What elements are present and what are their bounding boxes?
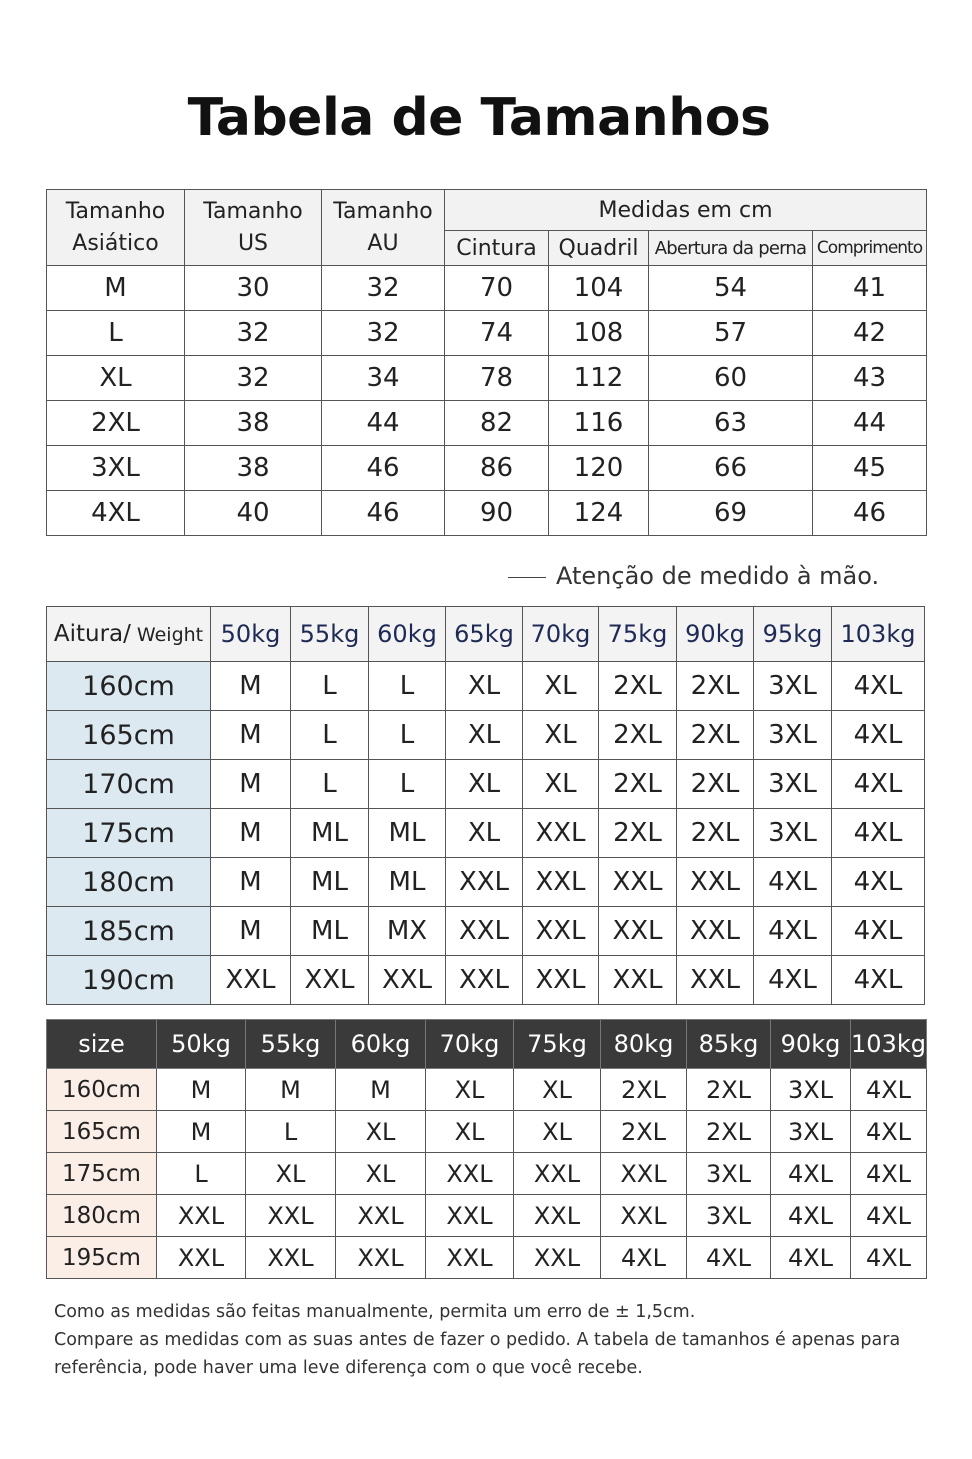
table-cell: 40 xyxy=(185,491,322,536)
table-cell: M xyxy=(47,266,185,311)
table-row xyxy=(47,907,925,956)
table-cell: 116 xyxy=(549,401,649,446)
table-cell: XL xyxy=(47,356,185,401)
table-cell: 46 xyxy=(813,491,927,536)
size-cell: 2XL xyxy=(677,711,754,760)
size-cell: XXL xyxy=(599,858,677,907)
size-cell: L xyxy=(291,760,369,809)
size-cell: 4XL xyxy=(754,956,832,1005)
weight-header: 103kg xyxy=(832,607,925,662)
table-row xyxy=(47,266,927,311)
height-label: 190cm xyxy=(47,956,211,1005)
size-cell: M xyxy=(157,1111,246,1153)
size-cell: ML xyxy=(369,858,446,907)
size-cell: XXL xyxy=(426,1195,514,1237)
table-row xyxy=(47,809,925,858)
height-label: 160cm xyxy=(47,1069,157,1111)
size-cell: M xyxy=(211,907,291,956)
table-cell: 44 xyxy=(322,401,445,446)
header-asian-size: Tamanho Asiático xyxy=(47,190,185,266)
size-cell: XXL xyxy=(514,1237,601,1279)
header-leg-opening: Abertura da perna xyxy=(649,231,813,266)
size-cell: XL xyxy=(446,809,523,858)
size-cell: L xyxy=(369,711,446,760)
size-cell: 4XL xyxy=(832,809,925,858)
height-label: 170cm xyxy=(47,760,211,809)
size-cell: L xyxy=(246,1111,336,1153)
table-cell: 112 xyxy=(549,356,649,401)
size-cell: XXL xyxy=(599,956,677,1005)
size-cell: M xyxy=(246,1069,336,1111)
table-cell: 69 xyxy=(649,491,813,536)
size-cell: XXL xyxy=(446,956,523,1005)
height-label: 180cm xyxy=(47,858,211,907)
size-cell: 4XL xyxy=(832,760,925,809)
size-cell: 4XL xyxy=(754,907,832,956)
table-row xyxy=(47,1153,927,1195)
table-cell: 4XL xyxy=(47,491,185,536)
size-cell: XL xyxy=(514,1111,601,1153)
header-length: Comprimento xyxy=(813,231,927,266)
size-cell: XXL xyxy=(246,1237,336,1279)
size-cell: 4XL xyxy=(687,1237,771,1279)
size-cell: M xyxy=(211,760,291,809)
size-cell: XL xyxy=(523,760,599,809)
size-cell: M xyxy=(211,662,291,711)
size-cell: XXL xyxy=(523,907,599,956)
size-cell: XXL xyxy=(677,858,754,907)
table-row xyxy=(47,1237,927,1279)
height-label: 195cm xyxy=(47,1237,157,1279)
table-row xyxy=(47,1069,927,1111)
table-row xyxy=(47,311,927,356)
size-cell: XXL xyxy=(514,1153,601,1195)
table-cell: 78 xyxy=(445,356,549,401)
size-measurements-table xyxy=(46,189,927,536)
size-cell: XXL xyxy=(426,1237,514,1279)
table-cell: 32 xyxy=(322,311,445,356)
dash-line xyxy=(508,577,546,578)
weight-header: 75kg xyxy=(514,1020,601,1069)
table-cell: L xyxy=(47,311,185,356)
table-row xyxy=(47,1195,927,1237)
header-waist: Cintura xyxy=(445,231,549,266)
table-row xyxy=(47,760,925,809)
size-cell: XL xyxy=(336,1111,426,1153)
header-measurements-group: Medidas em cm xyxy=(445,190,927,231)
size-cell: XL xyxy=(336,1153,426,1195)
size-cell: 2XL xyxy=(677,809,754,858)
weight-header: 90kg xyxy=(771,1020,851,1069)
size-cell: 2XL xyxy=(677,662,754,711)
table-row xyxy=(47,662,925,711)
size-cell: XXL xyxy=(336,1195,426,1237)
size-cell: XXL xyxy=(369,956,446,1005)
table-cell: 43 xyxy=(813,356,927,401)
size-cell: 4XL xyxy=(771,1237,851,1279)
height-label: 160cm xyxy=(47,662,211,711)
header-au-size: Tamanho AU xyxy=(322,190,445,266)
size-cell: XL xyxy=(446,711,523,760)
size-cell: L xyxy=(157,1153,246,1195)
size-cell: 2XL xyxy=(687,1069,771,1111)
header-hip: Quadril xyxy=(549,231,649,266)
table-cell: 90 xyxy=(445,491,549,536)
table-cell: 32 xyxy=(185,311,322,356)
weight-header: 60kg xyxy=(336,1020,426,1069)
size-cell: 3XL xyxy=(754,760,832,809)
size-cell: XXL xyxy=(514,1195,601,1237)
size-cell: XXL xyxy=(523,858,599,907)
weight-header: 103kg xyxy=(851,1020,927,1069)
size-cell: 2XL xyxy=(599,760,677,809)
size-cell: 2XL xyxy=(601,1069,687,1111)
size-cell: M xyxy=(211,711,291,760)
size-cell: 4XL xyxy=(851,1069,927,1111)
height-label: 175cm xyxy=(47,809,211,858)
size-cell: 4XL xyxy=(832,858,925,907)
size-cell: 4XL xyxy=(771,1195,851,1237)
size-cell: XL xyxy=(246,1153,336,1195)
table-cell: 38 xyxy=(185,401,322,446)
size-cell: XXL xyxy=(446,907,523,956)
table-cell: 46 xyxy=(322,491,445,536)
weight-header: 60kg xyxy=(369,607,446,662)
size-cell: 4XL xyxy=(851,1153,927,1195)
table-cell: 46 xyxy=(322,446,445,491)
height-weight-table xyxy=(46,606,925,1005)
size-cell: XXL xyxy=(601,1195,687,1237)
table-cell: 38 xyxy=(185,446,322,491)
weight-header: 50kg xyxy=(211,607,291,662)
size-cell: L xyxy=(291,662,369,711)
table-row xyxy=(47,401,927,446)
size-cell: L xyxy=(291,711,369,760)
table-cell: 74 xyxy=(445,311,549,356)
size-cell: M xyxy=(157,1069,246,1111)
height-label: 165cm xyxy=(47,711,211,760)
weight-header: 70kg xyxy=(523,607,599,662)
hand-measured-note: Atenção de medido à mão. xyxy=(508,562,879,590)
weight-header: 70kg xyxy=(426,1020,514,1069)
table-cell: 41 xyxy=(813,266,927,311)
size-cell: XXL xyxy=(157,1195,246,1237)
size-cell: ML xyxy=(291,858,369,907)
table-cell: 32 xyxy=(185,356,322,401)
table-row xyxy=(47,1111,927,1153)
table-cell: 82 xyxy=(445,401,549,446)
size-cell: 4XL xyxy=(851,1195,927,1237)
size-cell: 4XL xyxy=(832,662,925,711)
table-cell: 124 xyxy=(549,491,649,536)
table-cell: 30 xyxy=(185,266,322,311)
size-cell: 2XL xyxy=(601,1111,687,1153)
size-cell: XXL xyxy=(446,858,523,907)
size-cell: 4XL xyxy=(832,711,925,760)
size-cell: ML xyxy=(291,809,369,858)
size-cell: XL xyxy=(446,760,523,809)
weight-header: 90kg xyxy=(677,607,754,662)
table-cell: 60 xyxy=(649,356,813,401)
size-cell: XXL xyxy=(291,956,369,1005)
table-cell: 45 xyxy=(813,446,927,491)
weight-header: 75kg xyxy=(599,607,677,662)
size-cell: ML xyxy=(369,809,446,858)
size-cell: 3XL xyxy=(754,809,832,858)
footer-line: Como as medidas são feitas manualmente, permita um erro de ± 1,5cm. xyxy=(54,1302,696,1322)
weight-header: 85kg xyxy=(687,1020,771,1069)
corner-height-weight: Aitura/ Weight xyxy=(47,607,211,662)
size-cell: M xyxy=(336,1069,426,1111)
size-guide-table xyxy=(46,1019,927,1279)
size-cell: 4XL xyxy=(601,1237,687,1279)
header-us-size: Tamanho US xyxy=(185,190,322,266)
table-cell: 2XL xyxy=(47,401,185,446)
size-cell: M xyxy=(211,858,291,907)
size-cell: XXL xyxy=(523,956,599,1005)
size-cell: 2XL xyxy=(687,1111,771,1153)
size-cell: 3XL xyxy=(687,1153,771,1195)
table-cell: 108 xyxy=(549,311,649,356)
table-cell: 34 xyxy=(322,356,445,401)
weight-header: 55kg xyxy=(291,607,369,662)
size-cell: XXL xyxy=(677,956,754,1005)
size-cell: XXL xyxy=(246,1195,336,1237)
size-cell: 2XL xyxy=(677,760,754,809)
size-cell: 2XL xyxy=(599,662,677,711)
size-cell: 3XL xyxy=(771,1069,851,1111)
size-cell: 3XL xyxy=(771,1111,851,1153)
table-cell: 86 xyxy=(445,446,549,491)
weight-header: 55kg xyxy=(246,1020,336,1069)
size-cell: 4XL xyxy=(771,1153,851,1195)
size-cell: XXL xyxy=(601,1153,687,1195)
height-label: 175cm xyxy=(47,1153,157,1195)
size-cell: 4XL xyxy=(754,858,832,907)
weight-header: 95kg xyxy=(754,607,832,662)
table-row xyxy=(47,711,925,760)
size-cell: 3XL xyxy=(754,711,832,760)
size-cell: XXL xyxy=(211,956,291,1005)
size-cell: 3XL xyxy=(687,1195,771,1237)
table-cell: 44 xyxy=(813,401,927,446)
table-row xyxy=(47,956,925,1005)
size-cell: XL xyxy=(446,662,523,711)
height-label: 180cm xyxy=(47,1195,157,1237)
size-cell: L xyxy=(369,662,446,711)
size-cell: XXL xyxy=(599,907,677,956)
table-cell: 32 xyxy=(322,266,445,311)
size-cell: XL xyxy=(523,662,599,711)
height-label: 165cm xyxy=(47,1111,157,1153)
table-cell: 3XL xyxy=(47,446,185,491)
corner-size: size xyxy=(47,1020,157,1069)
size-cell: 3XL xyxy=(754,662,832,711)
size-cell: 4XL xyxy=(832,907,925,956)
height-label: 185cm xyxy=(47,907,211,956)
size-cell: 2XL xyxy=(599,711,677,760)
table-cell: 57 xyxy=(649,311,813,356)
size-cell: XXL xyxy=(426,1153,514,1195)
footer-notes xyxy=(54,1298,954,1382)
size-cell: XXL xyxy=(336,1237,426,1279)
page-title: Tabela de Tamanhos xyxy=(187,88,771,148)
size-cell: ML xyxy=(291,907,369,956)
table-cell: 42 xyxy=(813,311,927,356)
table-cell: 120 xyxy=(549,446,649,491)
size-cell: 4XL xyxy=(851,1237,927,1279)
table-row xyxy=(47,491,927,536)
size-cell: 4XL xyxy=(832,956,925,1005)
table-cell: 54 xyxy=(649,266,813,311)
size-cell: MX xyxy=(369,907,446,956)
table-cell: 104 xyxy=(549,266,649,311)
table-cell: 66 xyxy=(649,446,813,491)
size-cell: M xyxy=(211,809,291,858)
size-cell: XL xyxy=(514,1069,601,1111)
size-cell: XL xyxy=(523,711,599,760)
size-cell: XXL xyxy=(677,907,754,956)
footer-line: Compare as medidas com as suas antes de fazer o pedido. A tabela de tamanhos é apenas para referência, pode haver uma leve diferença com o que você recebe. xyxy=(54,1330,901,1378)
size-cell: XL xyxy=(426,1069,514,1111)
table-row xyxy=(47,356,927,401)
size-cell: 2XL xyxy=(599,809,677,858)
size-cell: XXL xyxy=(157,1237,246,1279)
table-row xyxy=(47,446,927,491)
table-cell: 63 xyxy=(649,401,813,446)
weight-header: 65kg xyxy=(446,607,523,662)
size-cell: XL xyxy=(426,1111,514,1153)
weight-header: 50kg xyxy=(157,1020,246,1069)
size-cell: XXL xyxy=(523,809,599,858)
table-row xyxy=(47,858,925,907)
table-cell: 70 xyxy=(445,266,549,311)
size-cell: 4XL xyxy=(851,1111,927,1153)
size-cell: L xyxy=(369,760,446,809)
weight-header: 80kg xyxy=(601,1020,687,1069)
